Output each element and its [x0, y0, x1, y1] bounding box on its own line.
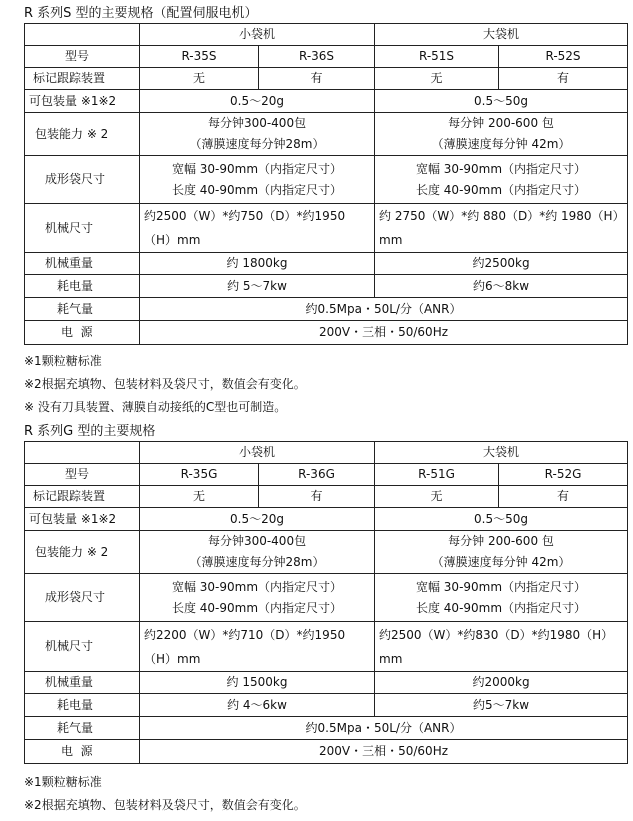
packable-large: 0.5～50g [375, 508, 628, 531]
row-label-weight: 机械重量 [25, 672, 140, 694]
bag-size-large [375, 156, 628, 204]
section1-title: R 系列S 型的主要规格（配置伺服电机） [24, 6, 258, 21]
packable-large: 0.5～50g [375, 90, 628, 113]
bag-size-line: 长度 40-90mm（内指定尺寸） [171, 600, 343, 615]
table-row [25, 46, 628, 68]
capacity-line: （薄膜速度每分钟28m） [189, 555, 325, 569]
bag-size-line: 长度 40-90mm（内指定尺寸） [171, 182, 343, 197]
power-large: 约6～8kw [375, 275, 628, 298]
table-row [25, 321, 628, 345]
note-line: ※2根据充填物、包装材料及袋尺寸，数值会有变化。 [24, 377, 306, 391]
table-row [25, 486, 628, 508]
tracking-cell: 有 [499, 68, 628, 90]
row-label-weight: 机械重量 [25, 253, 140, 275]
tracking-cell: 无 [140, 68, 259, 90]
model-cell: R-36G [259, 464, 375, 486]
capacity-line: （薄膜速度每分钟28m） [189, 137, 325, 151]
header-small-bag: 小袋机 [140, 442, 375, 464]
table-row [25, 298, 628, 321]
bag-size-line: 宽幅 30-90mm（内指定尺寸） [415, 579, 587, 594]
capacity-line: 每分钟300-400包 [207, 534, 307, 548]
packable-small: 0.5～20g [140, 508, 375, 531]
row-label-packable: 可包装量 ※1※2 [25, 508, 140, 531]
table-row [25, 24, 628, 46]
capacity-small [140, 113, 375, 156]
capacity-line: （薄膜速度每分钟 42m） [431, 555, 571, 569]
row-label-capacity: 包装能力 ※ 2 [25, 113, 140, 156]
mech-small: 约2200（W）*约710（D）*约1950（H）mm [140, 622, 375, 672]
mech-large: 约 2750（W）*约 880（D）*约 1980（H）mm [375, 204, 628, 253]
table-row [25, 694, 628, 717]
row-label-air: 耗气量 [25, 298, 140, 321]
capacity-small [140, 531, 375, 574]
model-cell: R-36S [259, 46, 375, 68]
row-label-tracking: 标记跟踪装置 [25, 68, 140, 90]
table-row [25, 442, 628, 464]
source-value: 200V・三相・50/60Hz [140, 740, 628, 764]
weight-large: 约2500kg [375, 253, 628, 275]
tracking-cell: 有 [499, 486, 628, 508]
capacity-line: （薄膜速度每分钟 42m） [431, 137, 571, 151]
spec-table-s [24, 23, 628, 345]
row-label-capacity: 包装能力 ※ 2 [25, 531, 140, 574]
table-row [25, 113, 628, 156]
model-cell: R-51G [375, 464, 499, 486]
note-line: ※1颗粒糖标准 [24, 354, 102, 368]
table-row [25, 464, 628, 486]
tracking-cell: 无 [375, 68, 499, 90]
model-cell: R-52G [499, 464, 628, 486]
table-row [25, 90, 628, 113]
row-label-source: 电 源 [25, 321, 140, 345]
table-row [25, 672, 628, 694]
air-value: 约0.5Mpa・50L/分（ANR） [140, 298, 628, 321]
row-label-model: 型号 [25, 464, 140, 486]
air-value: 约0.5Mpa・50L/分（ANR） [140, 717, 628, 740]
bag-size-line: 宽幅 30-90mm（内指定尺寸） [415, 161, 587, 176]
weight-small: 约 1800kg [140, 253, 375, 275]
table-row [25, 717, 628, 740]
tracking-cell: 无 [375, 486, 499, 508]
capacity-line: 每分钟 200-600 包 [448, 116, 554, 130]
row-label-power: 耗电量 [25, 275, 140, 298]
capacity-line: 每分钟 200-600 包 [448, 534, 554, 548]
table-row [25, 156, 628, 204]
row-label-tracking: 标记跟踪装置 [25, 486, 140, 508]
capacity-large [375, 531, 628, 574]
power-small: 约 4～6kw [140, 694, 375, 717]
model-cell: R-35S [140, 46, 259, 68]
model-cell: R-52S [499, 46, 628, 68]
model-cell: R-51S [375, 46, 499, 68]
spec-table-g [24, 441, 628, 764]
corner-cell [25, 442, 140, 464]
bag-size-line: 宽幅 30-90mm（内指定尺寸） [171, 579, 343, 594]
corner-cell [25, 24, 140, 46]
row-label-power: 耗电量 [25, 694, 140, 717]
header-small-bag: 小袋机 [140, 24, 375, 46]
row-label-packable: 可包装量 ※1※2 [25, 90, 140, 113]
bag-size-large [375, 574, 628, 622]
header-large-bag: 大袋机 [375, 24, 628, 46]
mech-large: 约2500（W）*约830（D）*约1980（H）mm [375, 622, 628, 672]
tracking-cell: 有 [259, 486, 375, 508]
model-cell: R-35G [140, 464, 259, 486]
bag-size-line: 宽幅 30-90mm（内指定尺寸） [171, 161, 343, 176]
table-row [25, 622, 628, 672]
packable-small: 0.5～20g [140, 90, 375, 113]
section2-title: R 系列G 型的主要规格 [24, 424, 156, 439]
tracking-cell: 有 [259, 68, 375, 90]
row-label-model: 型号 [25, 46, 140, 68]
power-large: 约5～7kw [375, 694, 628, 717]
capacity-line: 每分钟300-400包 [207, 116, 307, 130]
tracking-cell: 无 [140, 486, 259, 508]
bag-size-small [140, 574, 375, 622]
header-large-bag: 大袋机 [375, 442, 628, 464]
capacity-large [375, 113, 628, 156]
bag-size-small [140, 156, 375, 204]
mech-small: 约2500（W）*约750（D）*约1950（H）mm [140, 204, 375, 253]
source-value: 200V・三相・50/60Hz [140, 321, 628, 345]
table-row [25, 253, 628, 275]
table-row [25, 275, 628, 298]
power-small: 约 5～7kw [140, 275, 375, 298]
table-row [25, 740, 628, 764]
row-label-air: 耗气量 [25, 717, 140, 740]
table-row [25, 508, 628, 531]
table-row [25, 531, 628, 574]
table-row [25, 204, 628, 253]
table-row [25, 574, 628, 622]
bag-size-line: 长度 40-90mm（内指定尺寸） [415, 182, 587, 197]
weight-small: 约 1500kg [140, 672, 375, 694]
row-label-mech: 机械尺寸 [25, 204, 140, 253]
table-row [25, 68, 628, 90]
row-label-bag-size: 成形袋尺寸 [25, 574, 140, 622]
row-label-bag-size: 成形袋尺寸 [25, 156, 140, 204]
note-line: ※1颗粒糖标准 [24, 775, 102, 789]
bag-size-line: 长度 40-90mm（内指定尺寸） [415, 600, 587, 615]
row-label-source: 电 源 [25, 740, 140, 764]
row-label-mech: 机械尺寸 [25, 622, 140, 672]
note-line: ※ 没有刀具装置、薄膜自动接纸的C型也可制造。 [24, 400, 287, 414]
weight-large: 约2000kg [375, 672, 628, 694]
note-line: ※2根据充填物、包装材料及袋尺寸，数值会有变化。 [24, 798, 306, 812]
